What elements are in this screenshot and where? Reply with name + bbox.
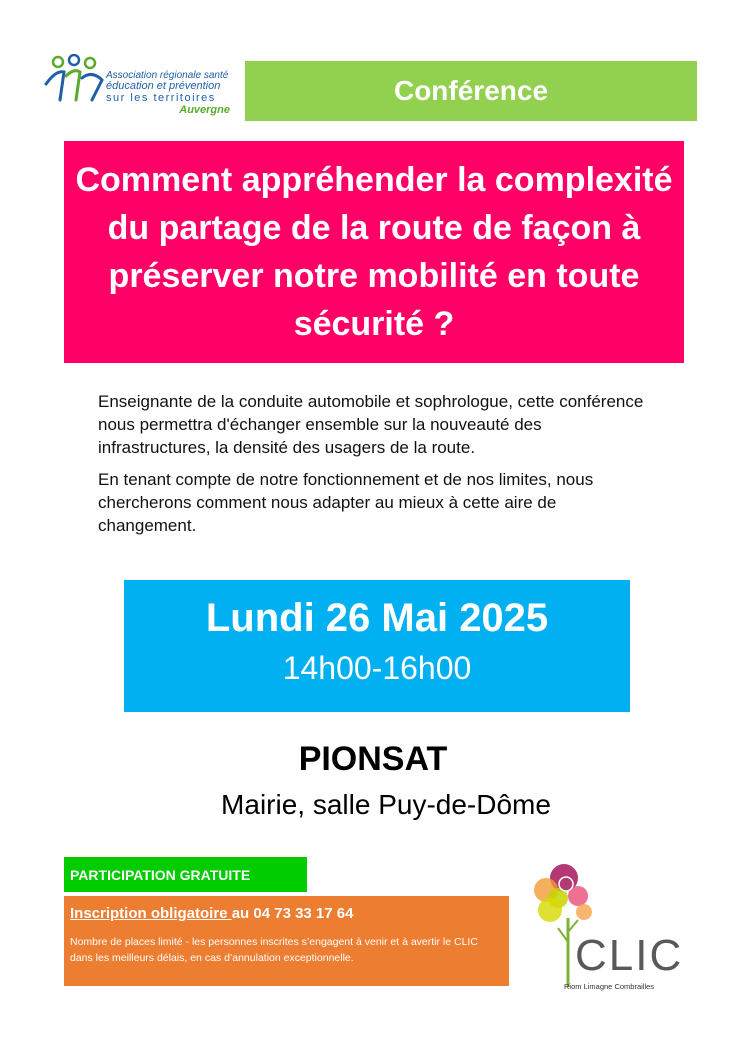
registration-line [70, 904, 503, 924]
page-title: Comment appréhender la complexité du partage de la route de façon à préserver notre mobilité en toute sécurité ? [75, 161, 673, 343]
event-date: Lundi 26 Mai 2025 [205, 596, 549, 640]
association-region: Auvergne [179, 104, 230, 116]
registration-phone-prefix: au [231, 905, 254, 922]
date-box [124, 580, 630, 712]
location-room: Mairie, salle Puy-de-Dôme [221, 789, 551, 820]
event-hours: 14h00-16h00 [282, 650, 472, 686]
description [98, 390, 658, 546]
conference-banner: Conférence [245, 61, 697, 121]
location-city: PIONSAT [298, 740, 448, 778]
people-logo-icon [42, 54, 106, 106]
free-participation-label: PARTICIPATION GRATUITE [70, 866, 251, 883]
association-name-line3: sur les territoires [106, 92, 216, 104]
free-participation-badge [64, 857, 307, 892]
association-logo [42, 54, 242, 124]
registration-phone[interactable]: 04 73 33 17 64 [253, 905, 354, 922]
association-name-line1: Association régionale santé [106, 70, 229, 81]
association-name-line2: éducation et prévention [106, 80, 221, 92]
registration-note: Nombre de places limité - les personnes inscrites s’engagent à venir et à avertir le CLIC dans les meilleurs délais, en cas d’annulation exceptionnelle. [70, 936, 478, 964]
description-paragraph-1: Enseignante de la conduite automobile et sophrologue, cette conférence nous permettra d'échanger ensemble sur la nouveauté des infrastructures, la densité des usagers de la route. [98, 392, 644, 457]
clic-subtitle: Riom Limagne Combrailles [564, 982, 655, 991]
title-box [64, 141, 684, 363]
description-paragraph-2: En tenant compte de notre fonctionnement et de nos limites, nous chercherons comment nous adapter au mieux à cette aire de changement. [98, 470, 594, 535]
registration-box [64, 896, 509, 986]
clic-name: CLIC [575, 931, 684, 980]
registration-label: Inscription obligatoire [70, 905, 232, 922]
clic-logo [528, 862, 684, 997]
